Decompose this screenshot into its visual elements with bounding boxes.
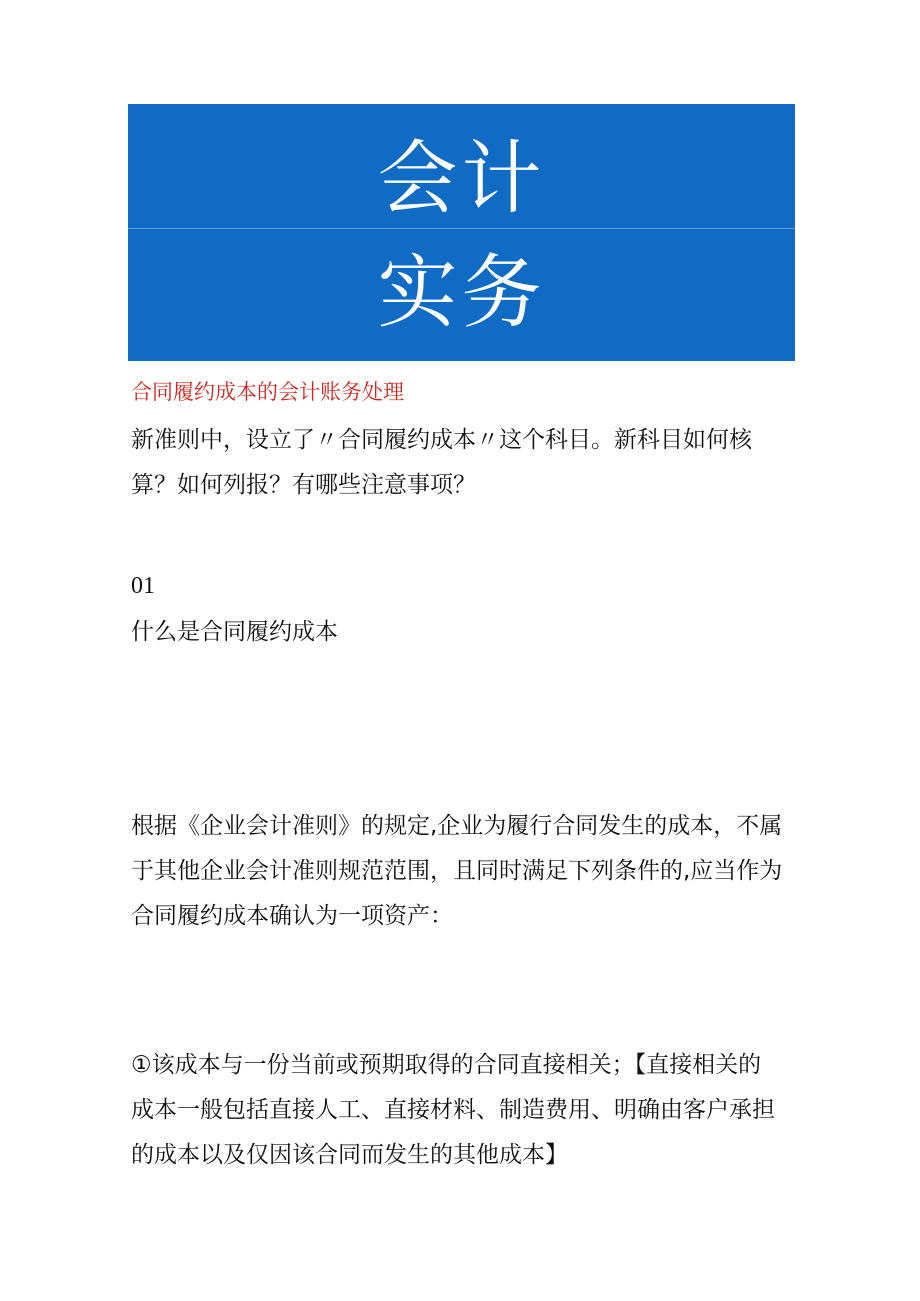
definition-line-3: 合同履约成本确认为一项资产： xyxy=(131,903,453,929)
definition-line-1: 根据《企业会计准则》的规定,企业为履行合同发生的成本，不属 xyxy=(131,813,783,839)
article-title: 合同履约成本的会计账务处理 xyxy=(131,380,404,404)
banner-divider xyxy=(128,228,795,229)
definition-paragraph xyxy=(131,804,811,939)
banner-line-1: 会计 xyxy=(377,132,546,225)
section-heading: 什么是合同履约成本 xyxy=(131,619,338,645)
intro-line-1: 新准则中，设立了〃合同履约成本〃这个科目。新科目如何核 xyxy=(131,427,752,453)
intro-paragraph xyxy=(131,418,811,508)
definition-line-2: 于其他企业会计准则规范范围，且同时满足下列条件的,应当作为 xyxy=(131,858,783,884)
intro-line-2: 算？如何列报？有哪些注意事项？ xyxy=(131,472,476,498)
condition-line-1: ①该成本与一份当前或预期取得的合同直接相关；【直接相关的 xyxy=(131,1052,762,1078)
title-banner xyxy=(128,104,795,361)
banner-line-2: 实务 xyxy=(377,246,546,339)
condition-paragraph xyxy=(131,1043,811,1178)
condition-line-2: 成本一般包括直接人工、直接材料、制造费用、明确由客户承担 xyxy=(131,1097,775,1123)
condition-line-3: 的成本以及仅因该合同而发生的其他成本】 xyxy=(131,1142,568,1168)
section-number: 01 xyxy=(131,573,155,599)
